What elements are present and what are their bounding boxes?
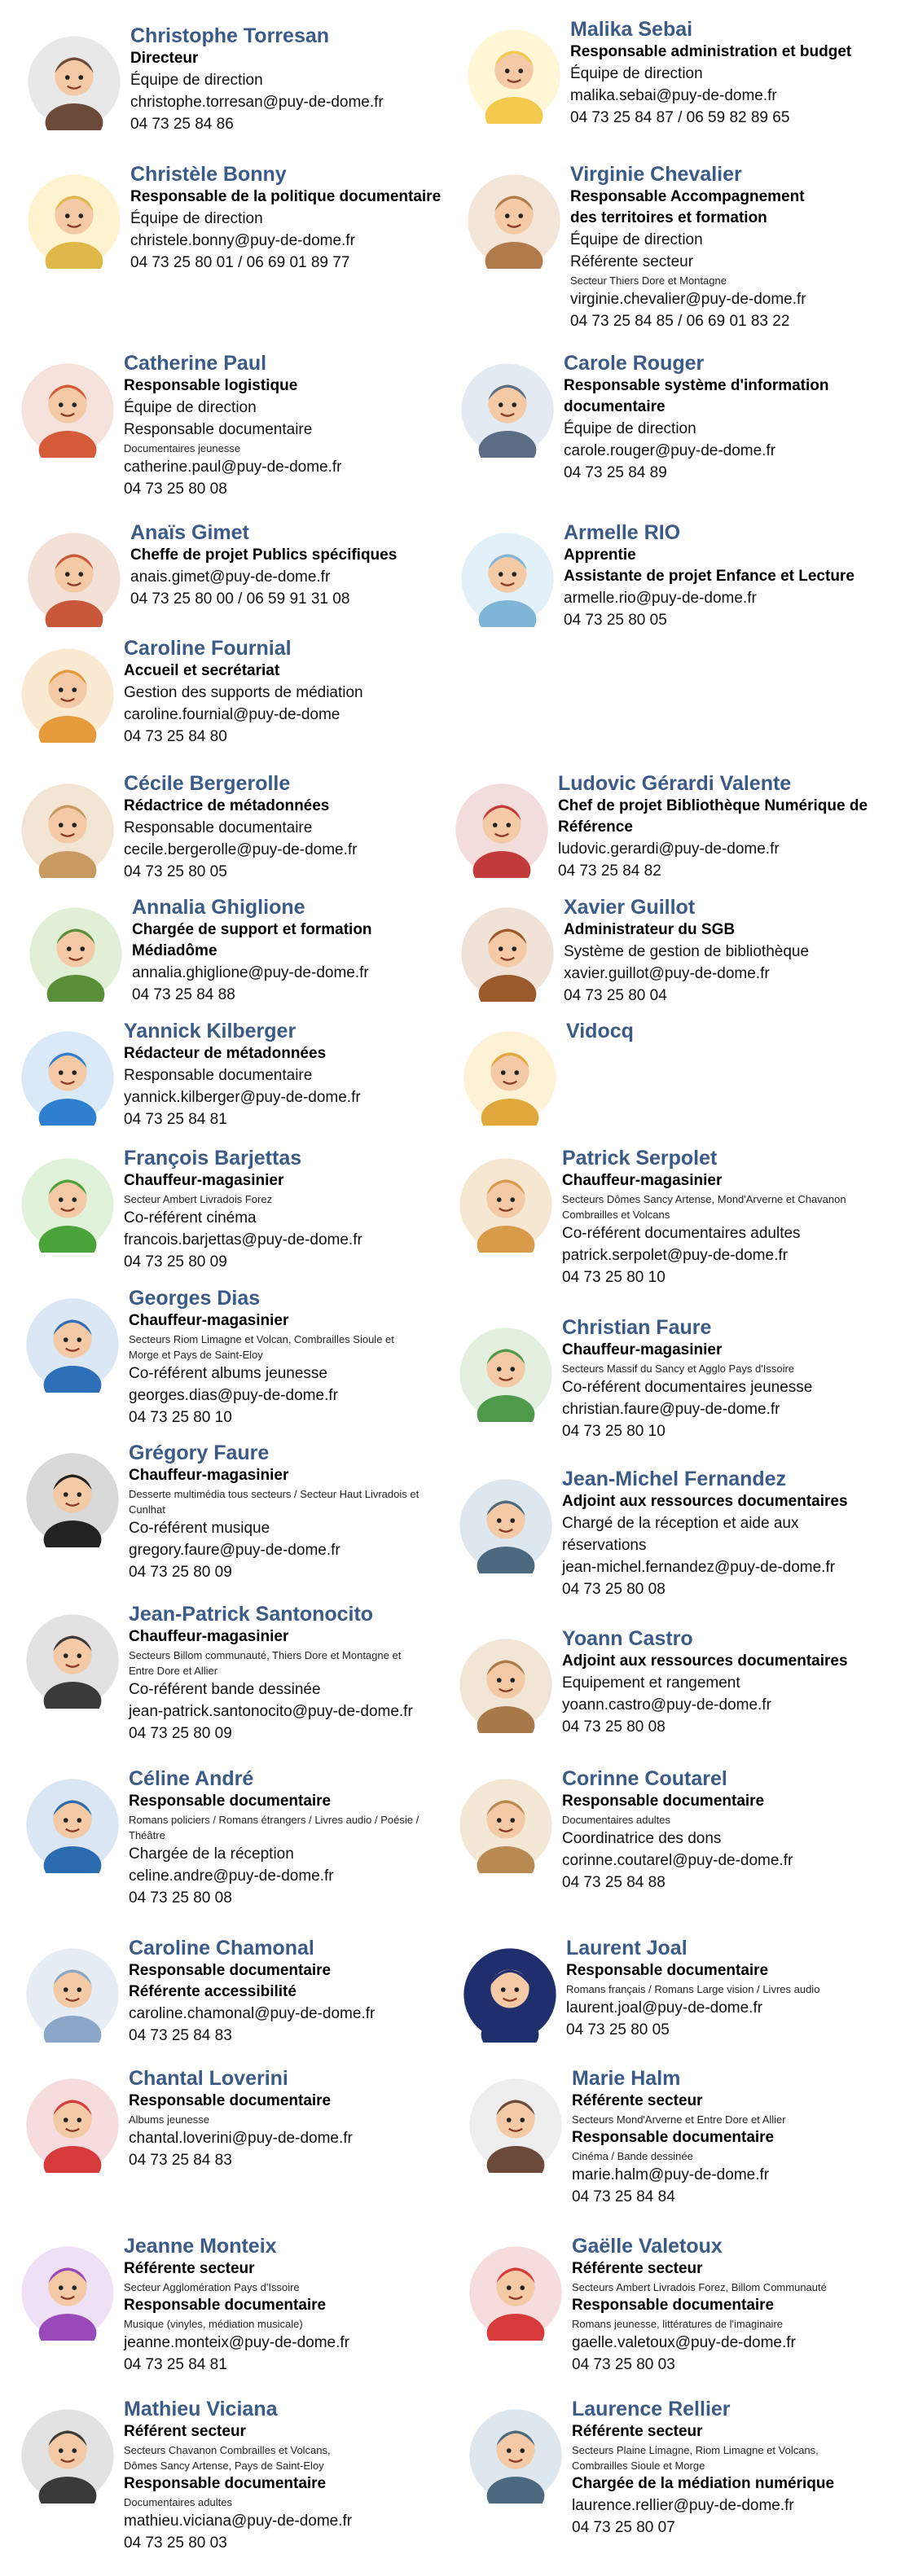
staff-name: Cécile Bergerolle (124, 772, 291, 795)
staff-info (570, 163, 905, 332)
staff-detail: Co-référent bande dessinée (129, 1681, 321, 1698)
woman-waving-icon (16, 643, 118, 745)
staff-info (572, 2398, 905, 2539)
staff-phone: 04 73 25 80 07 (572, 2519, 675, 2536)
staff-role: Chauffeur-magasinier (124, 1172, 284, 1189)
staff-detail: Équipe de direction (130, 210, 263, 227)
staff-detail: Théâtre (129, 1829, 165, 1841)
staff-info (124, 772, 466, 883)
staff-role: documentaire (564, 398, 666, 415)
staff-detail: Co-référent albums jeunesse (129, 1365, 327, 1382)
staff-role: Administrateur du SGB (564, 921, 736, 938)
man-dj-icon (16, 1026, 118, 1128)
staff-phone: 04 73 25 80 03 (124, 2534, 227, 2552)
staff-role: Chauffeur-magasinier (129, 1628, 289, 1645)
staff-email[interactable]: caroline.chamonal@puy-de-dome.fr (129, 2005, 376, 2022)
staff-info (564, 352, 905, 484)
staff-name: Georges Dias (129, 1287, 261, 1310)
staff-detail: Desserte multimédia tous secteurs / Secteur Haut Livradois et (129, 1488, 420, 1500)
staff-email[interactable]: jeanne.monteix@puy-de-dome.fr (124, 2334, 349, 2351)
staff-phone: 04 73 25 84 87 / 06 59 82 89 65 (570, 109, 790, 126)
staff-detail: Documentaires jeunesse (124, 442, 241, 454)
staff-role: Assistante de projet Enfance et Lecture (564, 568, 854, 585)
woman-door-icon (16, 779, 118, 880)
staff-role: Référent secteur (124, 2423, 246, 2440)
staff-email[interactable]: celine.andre@puy-de-dome.fr (129, 1867, 334, 1885)
staff-phone: 04 73 25 84 89 (564, 464, 667, 481)
staff-name: Jean-Michel Fernandez (562, 1468, 787, 1490)
man-beard-icon (21, 1609, 123, 1711)
staff-detail: Musique (vinyles, médiation musicale) (124, 2318, 303, 2330)
staff-name: Chantal Loverini (129, 2067, 288, 2090)
staff-info (130, 163, 472, 274)
staff-email[interactable]: christele.bonny@puy-de-dome.fr (130, 232, 355, 249)
woman-comic-bubble-icon (464, 2074, 566, 2175)
staff-info (572, 2067, 905, 2208)
staff-detail: Responsable documentaire (124, 819, 313, 836)
staff-name: Yannick Kilberger (124, 1020, 297, 1042)
staff-email[interactable]: patrick.serpolet@puy-de-dome.fr (562, 1247, 788, 1264)
staff-info (564, 521, 905, 631)
staff-phone: 04 73 25 80 05 (566, 2021, 670, 2038)
staff-detail: Co-référent cinéma (124, 1209, 257, 1227)
man-vinyl-icon (21, 1448, 123, 1550)
staff-name: Virginie Chevalier (570, 163, 742, 186)
staff-name: Christophe Torresan (130, 24, 330, 47)
staff-info (562, 1627, 904, 1738)
staff-detail: Romans policiers / Romans étrangers / Livres audio / Poésie / (129, 1814, 420, 1826)
staff-role: Responsable documentaire (562, 1793, 765, 1810)
staff-info (562, 1468, 904, 1600)
man-bus-icon (16, 1153, 118, 1255)
staff-email[interactable]: chantal.loverini@puy-de-dome.fr (129, 2130, 353, 2147)
dog-sunglasses-icon (459, 1026, 560, 1128)
staff-detail: Secteurs Ambert Livradois Forez, Billom Communauté (572, 2281, 827, 2293)
staff-detail: Équipe de direction (130, 72, 263, 89)
staff-role: Chargée de la médiation numérique (572, 2475, 835, 2492)
staff-detail: Cinéma / Bande dessinée (572, 2150, 693, 2162)
woman-presenting-icon (463, 169, 565, 271)
staff-email[interactable]: laurent.joal@puy-de-dome.fr (566, 1999, 763, 2016)
staff-info (132, 896, 474, 1006)
staff-name: Mathieu Viciana (124, 2398, 278, 2420)
staff-role: Rédacteur de métadonnées (124, 1045, 327, 1062)
staff-info (564, 896, 905, 1007)
staff-name: Vidocq (566, 1020, 634, 1042)
staff-info (124, 2398, 466, 2554)
staff-phone: 04 73 25 80 08 (562, 1718, 666, 1736)
man-laptop-icon (455, 1474, 556, 1576)
staff-detail: Secteurs Massif du Sancy et Agglo Pays d'Issoire (562, 1363, 795, 1375)
staff-phone: 04 73 25 80 05 (124, 863, 227, 880)
staff-name: Jean-Patrick Santonocito (129, 1603, 374, 1626)
staff-email[interactable]: christian.faure@puy-de-dome.fr (562, 1401, 780, 1418)
staff-detail: Combrailles Sioule et Morge (572, 2460, 705, 2472)
woman-mushroom-icon (21, 2074, 123, 2175)
staff-info (124, 1020, 466, 1130)
staff-role: Responsable documentaire (124, 2297, 327, 2314)
man-pole-icon (455, 1323, 556, 1424)
staff-phone: 04 73 25 84 82 (558, 862, 661, 880)
staff-name: Carole Rouger (564, 352, 705, 375)
staff-detail: Équipe de direction (570, 65, 703, 82)
staff-email[interactable]: gaelle.valetoux@puy-de-dome.fr (572, 2334, 796, 2351)
man-boxing-icon (21, 1293, 123, 1395)
staff-detail: Documentaires adultes (562, 1814, 670, 1826)
staff-info (130, 521, 472, 610)
staff-info (129, 1937, 471, 2047)
staff-role: Responsable système d'information (564, 377, 829, 394)
staff-phone: 04 73 25 80 08 (129, 1889, 232, 1907)
woman-laptop-icon (464, 2404, 566, 2506)
staff-info (124, 352, 466, 500)
staff-info (562, 1767, 904, 1894)
staff-role: Cheffe de projet Publics spécifiques (130, 546, 398, 564)
staff-role: Chauffeur-magasinier (129, 1467, 289, 1484)
staff-detail: Responsable documentaire (124, 1067, 313, 1084)
staff-role: Chauffeur-magasinier (562, 1341, 723, 1358)
staff-phone: 04 73 25 80 05 (564, 612, 667, 629)
staff-email[interactable]: gregory.faure@puy-de-dome.fr (129, 1542, 340, 1559)
staff-role: Chauffeur-magasinier (129, 1312, 289, 1329)
staff-info (570, 18, 905, 129)
staff-email[interactable]: jean-patrick.santonocito@puy-de-dome.fr (129, 1703, 413, 1720)
staff-info (129, 1767, 471, 1909)
staff-role: Responsable documentaire (124, 2475, 327, 2492)
staff-phone: 04 73 25 84 80 (124, 728, 227, 745)
staff-email[interactable]: mathieu.viciana@puy-de-dome.fr (124, 2512, 353, 2530)
staff-detail: Secteurs Chavanon Combrailles et Volcans, (124, 2444, 331, 2456)
man-laptop-book-icon (450, 779, 552, 880)
staff-email[interactable]: virginie.chevalier@puy-de-dome.fr (570, 291, 806, 308)
staff-role: Responsable documentaire (572, 2129, 775, 2146)
man-painting-icon (455, 1153, 556, 1255)
woman-boxes-icon (455, 1774, 556, 1876)
staff-role: Responsable administration et budget (570, 43, 852, 60)
woman-laptop-icon (456, 358, 558, 460)
staff-name: Caroline Fournial (124, 637, 292, 660)
staff-detail: Système de gestion de bibliothèque (564, 943, 810, 960)
staff-detail: Secteurs Plaine Limagne, Riom Limagne et Volcans, (572, 2444, 819, 2456)
staff-phone: 04 73 25 80 10 (129, 1409, 232, 1426)
staff-email[interactable]: yannick.kilberger@puy-de-dome.fr (124, 1089, 361, 1106)
staff-detail: Cunlhat (129, 1503, 165, 1516)
staff-phone: 04 73 25 80 03 (572, 2356, 675, 2373)
staff-info (124, 2235, 466, 2376)
staff-email[interactable]: annalia.ghiglione@puy-de-dome.fr (132, 964, 369, 981)
staff-info (129, 1603, 471, 1744)
staff-phone: 04 73 25 84 88 (562, 1874, 666, 1891)
staff-phone: 04 73 25 84 83 (129, 2027, 232, 2044)
staff-role: Médiadôme (132, 942, 217, 959)
staff-phone: 04 73 25 84 88 (132, 986, 235, 1003)
staff-detail: Secteurs Billom communauté, Thiers Dore et Montagne et (129, 1649, 402, 1661)
staff-detail: Secteurs Riom Limagne et Volcan, Combrailles Sioule et (129, 1333, 394, 1345)
woman-birds-icon (456, 528, 558, 630)
staff-name: Patrick Serpolet (562, 1147, 718, 1170)
staff-email[interactable]: yoann.castro@puy-de-dome.fr (562, 1696, 771, 1714)
staff-detail: Référente secteur (570, 253, 694, 270)
staff-detail: Secteur Thiers Dore et Montagne (570, 274, 727, 287)
staff-email[interactable]: ludovic.gerardi@puy-de-dome.fr (558, 840, 780, 858)
man-dog-icon (456, 902, 558, 1004)
staff-phone: 04 73 25 80 01 / 06 69 01 89 77 (130, 254, 350, 271)
staff-detail: Coordinatrice des dons (562, 1830, 722, 1847)
staff-name: Christian Faure (562, 1316, 712, 1339)
staff-role: Référente secteur (572, 2423, 703, 2440)
staff-phone: 04 73 25 84 85 / 06 69 01 83 22 (570, 313, 790, 330)
staff-phone: 04 73 25 80 08 (124, 481, 227, 498)
staff-phone: 04 73 25 84 81 (124, 2356, 227, 2373)
staff-info (129, 1287, 471, 1428)
staff-detail: réservations (562, 1537, 647, 1554)
staff-info (566, 1020, 905, 1043)
staff-phone: 04 73 25 80 04 (564, 987, 667, 1004)
staff-name: Xavier Guillot (564, 896, 696, 919)
staff-detail: Gestion des supports de médiation (124, 684, 363, 701)
staff-email[interactable]: anais.gimet@puy-de-dome.fr (130, 568, 331, 586)
staff-role: Adjoint aux ressources documentaires (562, 1652, 848, 1670)
staff-email[interactable]: georges.dias@puy-de-dome.fr (129, 1387, 338, 1404)
staff-detail: Responsable documentaire (124, 421, 313, 438)
staff-name: Grégory Faure (129, 1442, 270, 1464)
woman-foam-hand-icon (464, 2241, 566, 2343)
staff-info (562, 1147, 904, 1288)
staff-role: Chauffeur-magasinier (562, 1172, 723, 1189)
man-reading-icon (16, 2404, 118, 2506)
woman-fist-icon (23, 169, 125, 271)
staff-detail: Co-référent documentaires adultes (562, 1225, 801, 1242)
staff-phone: 04 73 25 84 84 (572, 2188, 675, 2205)
staff-phone: 04 73 25 80 09 (129, 1725, 232, 1742)
staff-role: Responsable documentaire (129, 1962, 332, 1979)
staff-email[interactable]: laurence.rellier@puy-de-dome.fr (572, 2497, 794, 2514)
staff-info (124, 637, 466, 748)
staff-name: Malika Sebai (570, 18, 693, 41)
staff-detail: Chargé de la réception et aide aux (562, 1515, 799, 1532)
staff-detail: Morge et Pays de Saint-Eloy (129, 1349, 263, 1361)
staff-role: Référente secteur (124, 2260, 255, 2277)
staff-email[interactable]: carole.rouger@puy-de-dome.fr (564, 442, 776, 459)
staff-role: Responsable de la politique documentaire (130, 188, 442, 205)
staff-role: Rédactrice de métadonnées (124, 797, 330, 814)
staff-role: Responsable documentaire (129, 2092, 332, 2109)
staff-phone: 04 73 25 80 00 / 06 59 91 31 08 (130, 590, 350, 608)
staff-email[interactable]: armelle.rio@puy-de-dome.fr (564, 590, 757, 607)
staff-role: Référence (558, 818, 633, 836)
staff-phone: 04 73 25 80 08 (562, 1581, 666, 1598)
staff-name: Céline André (129, 1767, 254, 1790)
staff-detail: Secteurs Dômes Sancy Artense, Mond'Arverne et Chavanon (562, 1193, 846, 1205)
staff-email[interactable]: caroline.fournial@puy-de-dome (124, 706, 340, 723)
staff-detail: Entre Dore et Allier (129, 1665, 218, 1677)
staff-phone: 04 73 25 80 09 (129, 1564, 232, 1581)
staff-phone: 04 73 25 80 10 (562, 1423, 666, 1440)
staff-detail: Combrailles et Volcans (562, 1209, 670, 1221)
woman-accessibility-icon (21, 1943, 123, 2045)
staff-detail: Romans jeunesse, littératures de l'imaginaire (572, 2318, 783, 2330)
staff-email[interactable]: cecile.bergerolle@puy-de-dome.fr (124, 841, 358, 858)
man-glasses-waving-icon (23, 31, 125, 133)
staff-role: Référente secteur (572, 2260, 703, 2277)
staff-email[interactable]: christophe.torresan@puy-de-dome.fr (130, 94, 384, 111)
staff-email[interactable]: marie.halm@puy-de-dome.fr (572, 2166, 770, 2183)
staff-name: Caroline Chamonal (129, 1937, 314, 1959)
staff-info (129, 2067, 471, 2171)
staff-name: Corinne Coutarel (562, 1767, 727, 1790)
staff-info (558, 772, 900, 882)
staff-role: Référente secteur (572, 2092, 703, 2109)
staff-role: Responsable logistique (124, 377, 298, 394)
staff-name: Jeanne Monteix (124, 2235, 277, 2258)
staff-role: Directeur (130, 50, 199, 67)
woman-trophy-icon (463, 24, 565, 126)
staff-phone: 04 73 25 84 81 (124, 1111, 227, 1128)
staff-name: Laurence Rellier (572, 2398, 731, 2420)
woman-forest-icon (24, 902, 126, 1004)
staff-detail: Documentaires adultes (124, 2496, 232, 2508)
staff-detail: Equipement et rangement (562, 1674, 740, 1692)
staff-role: Référente accessibilité (129, 1983, 297, 2000)
staff-detail: Chargée de la réception (129, 1845, 294, 1863)
staff-name: Annalia Ghiglione (132, 896, 305, 919)
staff-info (130, 24, 472, 135)
staff-role: Adjoint aux ressources documentaires (562, 1493, 848, 1510)
staff-email[interactable]: xavier.guillot@puy-de-dome.fr (564, 965, 770, 982)
staff-role: Responsable Accompagnement (570, 188, 805, 205)
staff-phone: 04 73 25 84 86 (130, 116, 234, 133)
staff-detail: Secteurs Mond'Arverne et Entre Dore et Allier (572, 2113, 786, 2126)
staff-detail: Romans français / Romans Large vision / Livres audio (566, 1983, 820, 1995)
staff-email[interactable]: corinne.coutarel@puy-de-dome.fr (562, 1852, 793, 1869)
staff-detail: Albums jeunesse (129, 2113, 209, 2126)
staff-phone: 04 73 25 80 10 (562, 1269, 666, 1286)
staff-detail: Équipe de direction (570, 231, 703, 248)
woman-glasses-icon (23, 528, 125, 630)
staff-info (566, 1937, 905, 2041)
staff-detail: Secteur Agglomération Pays d'Issoire (124, 2281, 300, 2293)
man-stars-icon (459, 1943, 560, 2045)
staff-role: Chargée de support et formation (132, 921, 372, 938)
staff-name: Armelle RIO (564, 521, 681, 544)
staff-detail: Équipe de direction (564, 420, 696, 437)
staff-name: François Barjettas (124, 1147, 302, 1170)
staff-info (572, 2235, 905, 2376)
staff-email[interactable]: francois.barjettas@puy-de-dome.fr (124, 1231, 362, 1249)
staff-detail: Co-référent documentaires jeunesse (562, 1379, 813, 1396)
staff-phone: 04 73 25 80 09 (124, 1253, 227, 1270)
staff-role: des territoires et formation (570, 209, 767, 226)
staff-name: Ludovic Gérardi Valente (558, 772, 792, 795)
staff-name: Gaëlle Valetoux (572, 2235, 723, 2258)
woman-juggling-tools-icon (16, 358, 118, 460)
staff-role: Apprentie (564, 546, 636, 564)
staff-detail: Dômes Sancy Artense, Pays de Saint-Eloy (124, 2460, 324, 2472)
staff-name: Anaïs Gimet (130, 521, 249, 544)
staff-name: Laurent Joal (566, 1937, 688, 1959)
staff-email[interactable]: catherine.paul@puy-de-dome.fr (124, 459, 342, 476)
staff-name: Christèle Bonny (130, 163, 287, 186)
staff-detail: Secteur Ambert Livradois Forez (124, 1193, 273, 1205)
man-bookshelf-icon (455, 1634, 556, 1736)
staff-role: Chef de projet Bibliothèque Numérique de (558, 797, 868, 814)
woman-piano-icon (16, 2241, 118, 2343)
staff-name: Yoann Castro (562, 1627, 693, 1650)
staff-role: Responsable documentaire (566, 1962, 769, 1979)
staff-info (129, 1442, 471, 1583)
woman-globe-icon (21, 1774, 123, 1876)
staff-info (124, 1147, 466, 1273)
staff-detail: Co-référent musique (129, 1520, 270, 1537)
staff-email[interactable]: malika.sebai@puy-de-dome.fr (570, 87, 777, 104)
staff-role: Accueil et secrétariat (124, 662, 280, 679)
staff-detail: Équipe de direction (124, 399, 257, 416)
staff-email[interactable]: jean-michel.fernandez@puy-de-dome.fr (562, 1559, 836, 1576)
staff-role: Responsable documentaire (129, 1793, 332, 1810)
staff-name: Marie Halm (572, 2067, 681, 2090)
staff-phone: 04 73 25 84 83 (129, 2152, 232, 2169)
staff-role: Responsable documentaire (572, 2297, 775, 2314)
staff-info (562, 1316, 904, 1442)
staff-name: Catherine Paul (124, 352, 267, 375)
